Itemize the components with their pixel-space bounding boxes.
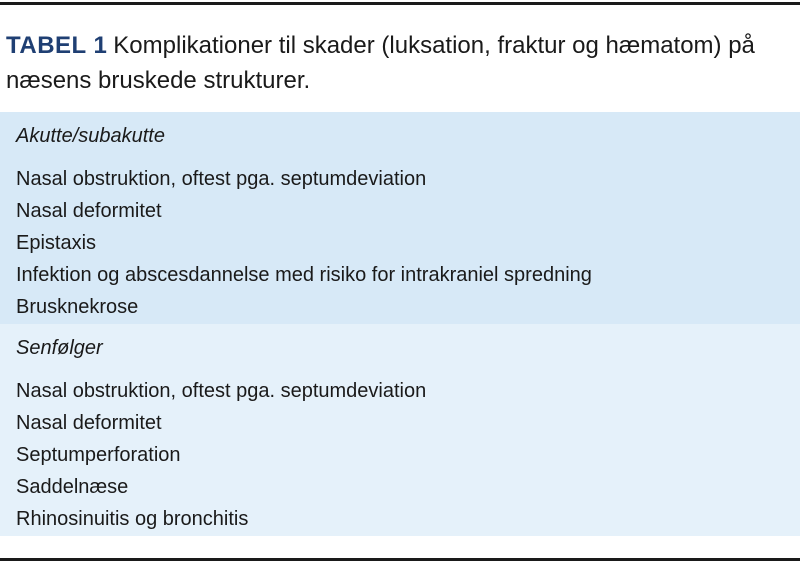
item-list <box>16 163 592 323</box>
bottom-rule <box>0 558 800 561</box>
top-rule <box>0 2 800 5</box>
list-item: Nasal obstruktion, oftest pga. septumdeviation <box>16 380 427 402</box>
list-item: Epistaxis <box>16 232 97 254</box>
list-item: Nasal deformitet <box>16 200 162 222</box>
list-item: Septumperforation <box>16 444 181 466</box>
table-caption <box>6 28 786 98</box>
list-item: Nasal obstruktion, oftest pga. septumdeviation <box>16 168 427 190</box>
list-item: Brusknekrose <box>16 296 139 318</box>
item-list <box>16 375 426 535</box>
list-item: Infektion og abscesdannelse med risiko for intrakraniel spredning <box>16 264 592 286</box>
list-item: Nasal deformitet <box>16 412 162 434</box>
section-acute <box>0 112 800 324</box>
table-label: TABEL 1 <box>6 32 108 59</box>
section-heading: Senfølger <box>16 337 103 359</box>
section-heading: Akutte/subakutte <box>16 125 165 147</box>
table-caption-text: Komplikationer til skader (luksation, fraktur og hæmatom) på næsens bruskede strukturer. <box>6 32 755 94</box>
list-item: Rhinosinuitis og bronchitis <box>16 508 249 530</box>
section-late-effects <box>0 324 800 536</box>
list-item: Saddelnæse <box>16 476 129 498</box>
